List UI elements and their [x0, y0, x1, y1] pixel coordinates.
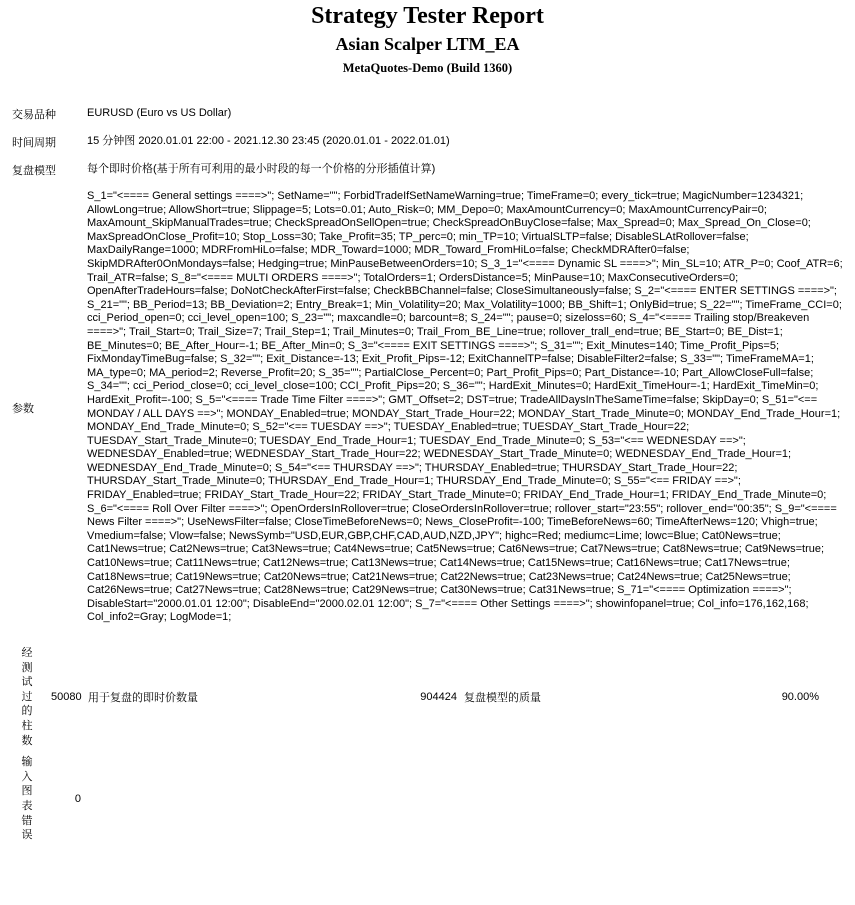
table-row: [9, 129, 847, 156]
table-row: [9, 752, 822, 846]
ea-name: Asian Scalper LTM_EA: [335, 34, 520, 54]
ticks-modelled-value: 904424: [420, 691, 457, 704]
server-build: MetaQuotes-Demo (Build 1360): [342, 61, 513, 75]
table-row: [9, 185, 847, 631]
mismatched-errors-label: 输入图表错误: [21, 756, 33, 842]
table-row: [9, 643, 822, 751]
table-row: [9, 157, 847, 184]
parameters-label: 参数: [12, 402, 34, 415]
period-value: 15 分钟图 2020.01.01 22:00 - 2021.12.30 23:45 (2020.01.01 - 2022.01.01): [87, 135, 450, 148]
mismatched-errors-value: 0: [74, 792, 81, 805]
parameters-value: S_1="<==== General settings ====>"; SetName=""; ForbidTradeIfSetNameWarning=true; TimeFrame=0; every_tick=true; MagicNumber=1234321; AllowLong=true; AllowShort=true; Slippage=5; Lots=0.01; Auto_Risk=0; MM_Depo=0; MaxAmountCurrency=0; MaxAmountCurrencyPair=0; MaxAmount_SkipManualTrades=true; CheckSpreadOnSellOpen=true; CheckSpreadOnBuyClose=false; Max_Spread=0; Max_Spread_On_Close=0; MaxSpreadOnClose_Profit=10; Stop_Loss=30; Take_Profit=35; TP_perc=0; min_TP=10; VirtualSLTP=false; DisableSLAtRollover=false; MaxDailyRange=1000; MDRFromHiLo=false; MDR_Toward=1000; MDR_Toward_FromHiLo=false; CheckMDRAfter0=false; SkipMDRAfter0OnMondays=false; Hedging=true; MinPauseBetweenOrders=10; S_3_1="<==== Dynamic SL ====>"; Min_SL=10; ATR_P=0; Coof_ATR=6; Trail_ATR=false; S_8="<==== MULTI ORDERS ====>"; TotalOrders=1; OrdersDistance=5; MinPause=10; MaxConsecutiveOrders=0; OpenAfterTradeHours=false; DoNotCheckAfterFirst=false; CheckBBChannel=false; CloseSimultaneously=false; S_2="<==== ENTER SETTINGS ====>"; S_21=""; BB_Period=13; BB_Deviation=2; Entry_Break=1; Min_Volatility=20; Max_Volatility=1000; BB_Shift=1; OnlyBid=true; S_22=""; TimeFrame_CCI=0; cci_Period_open=0; cci_level_open=100; S_23=""; maxcandle=0; barcount=8; S_24=""; pause=0; sizeloss=60; S_4="<==== Trailing stop/Breakeven ====>"; Trail_Start=0; Trail_Size=7; Trail_Step=1; Trail_Minutes=0; Trail_From_BE_Line=true; rollover_trall_end=true; BE_Start=0; BE_Dist=1; BE_Minutes=0; BE_After_Hour=-1; BE_After_Min=0; S_3="<==== EXIT SETTINGS ====>"; S_31=""; Exit_Minutes=140; Time_Profit_Pips=5; FixMondayTimeBug=false; S_32=""; Exit_Distance=-13; Exit_Profit_Pips=-12; ExitChannelTP=false; DisableFilter2=false; S_33=""; TimeFrameMA=1; MA_type=0; MA_period=2; Reverse_Profit=20; S_35=""; PartialClose_Percent=0; Part_Profit_Pips=0; Part_Distance=-10; Part_AllowCloseFull=false; S_34=""; cci_Period_close=0; cci_level_close=100; CCI_Profit_Pips=20; S_36=""; HardExit_Minutes=0; HardExit_TimeHour=-1; HardExit_TimeMin=0; HardExit_Profit=-100; S_5="<==== Trade Time Filter ====>"; GMT_Offset=2; DST=true; TradeAllDaysInTheSameTime=false; SkipDay=0; S_51="<== MONDAY / ALL DAYS ==>"; MONDAY_Enabled=true; MONDAY_Start_Trade_Hour=22; MONDAY_Start_Trade_Minute=0; MONDAY_End_Trade_Hour=1; MONDAY_End_Trade_Minute=0; S_52="<== TUESDAY ==>"; TUESDAY_Enabled=true; TUESDAY_Start_Trade_Hour=22; TUESDAY_Start_Trade_Minute=0; TUESDAY_End_Trade_Hour=1; TUESDAY_End_Trade_Minute=0; S_53="<== WEDNESDAY ==>"; WEDNESDAY_Enabled=true; WEDNESDAY_Start_Trade_Hour=22; WEDNESDAY_Start_Trade_Minute=0; WEDNESDAY_End_Trade_Hour=1; WEDNESDAY_End_Trade_Minute=0; S_54="<== THURSDAY ==>"; THURSDAY_Enabled=true; THURSDAY_Start_Trade_Hour=22; THURSDAY_Start_Trade_Minute=0; THURSDAY_End_Trade_Hour=1; THURSDAY_End_Trade_Minute=0; S_55="<== FRIDAY ==>"; FRIDAY_Enabled=true; FRIDAY_Start_Trade_Hour=22; FRIDAY_Start_Trade_Minute=0; FRIDAY_End_Trade_Hour=1; FRIDAY_End_Trade_Minute=0; S_6="<==== Roll Over Filter ====>"; OpenOrdersInRollover=true; CloseOrdersInRollover=true; rollover_start="23:55"; rollover_end="00:35"; S_9="<==== News Filter ====>"; UseNewsFilter=false; CloseTimeBeforeNews=0; News_CloseProfit=-100; TimeBeforeNews=60; TimeAfterNews=120; Vhigh=true; Vmedium=false; Vlow=false; NewsSymb="USD,EUR,GBP,CHF,CAD,AUD,NZD,JPY"; highc=Red; mediumc=Lime; lowc=Blue; Cat0News=true; Cat1News=true; Cat2News=true; Cat3News=true; Cat4News=true; Cat5News=true; Cat6News=true; Cat7News=true; Cat8News=true; Cat9News=true; Cat10News=true; Cat11News=true; Cat12News=true; Cat13News=true; Cat14News=true; Cat15News=true; Cat16News=true; Cat17News=true; Cat18News=true; Cat19News=true; Cat20News=true; Cat21News=true; Cat22News=true; Cat23News=true; Cat24News=true; Cat25News=true; Cat26News=true; Cat27News=true; Cat28News=true; Cat29News=true; Cat30News=true; Cat31News=true; S_71="<==== Optimization ====>"; DisableStart="2000.01.01 12:00"; DisableEnd="2000.02.01 12:00"; S_7="<==== Other Settings ====>"; showinfopanel=true; Col_info=176,162,168; Col_info2=Gray; LogMode=1;: [87, 190, 843, 624]
model-value: 每个即时价格(基于所有可利用的最小时段的每一个价格的分形插值计算): [87, 163, 436, 176]
period-label: 时间周期: [12, 137, 56, 149]
bars-in-test-label-cell: [9, 643, 47, 751]
modelling-quality-label: 复盘模型的质量: [464, 692, 541, 705]
bars-in-test-label: 经测试过的柱数: [21, 647, 33, 747]
symbol-label: 交易品种: [12, 109, 56, 121]
symbol-value: EURUSD (Euro vs US Dollar): [87, 107, 232, 120]
table-row: [9, 101, 847, 128]
report-stats-table: [8, 642, 823, 847]
empty-cell: [85, 752, 822, 846]
bars-in-test-value: 50080: [51, 691, 82, 704]
report-header: [0, 3, 855, 76]
mismatched-errors-label-cell: [9, 752, 47, 846]
page-title: Strategy Tester Report: [311, 3, 544, 29]
model-label: 复盘模型: [12, 165, 56, 177]
modelling-quality-value: 90.00%: [781, 691, 819, 704]
ticks-modelled-label: 用于复盘的即时价数量: [88, 692, 198, 705]
report-info-table: [8, 100, 848, 632]
